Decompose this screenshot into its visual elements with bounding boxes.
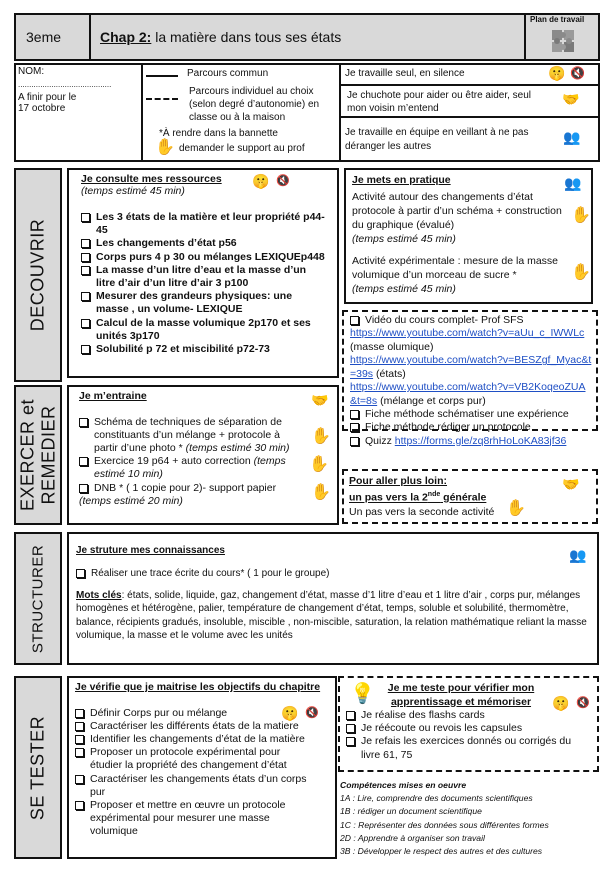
video-link[interactable]: https://www.youtube.com/watch?v=aUu_c_IWWLc — [350, 327, 585, 340]
section-label — [17, 399, 58, 511]
checklist-item[interactable]: DNB * ( 1 copie pour 2)- support papier — [79, 482, 329, 495]
chapter-title — [100, 29, 341, 45]
section-label: STRUCTURER — [29, 544, 47, 653]
item-text: Exercice 19 p64 + auto correction — [94, 455, 254, 468]
competences-title: Compétences mises en oeuvre — [340, 780, 467, 790]
quizz-label: Quizz — [365, 434, 395, 447]
checklist-item[interactable]: Fiche méthode schématiser une expérience — [350, 408, 592, 421]
chapter-name: la matière dans tous ses états — [151, 29, 342, 45]
checklist-item[interactable]: Proposer un protocole expérimental pour étudier la propriété des changement d’état — [75, 746, 290, 772]
raised-hand-icon: ✋ — [571, 207, 591, 224]
checklist-item[interactable]: Proposer et mettre en œuvre un protocole expérimental pour mesurer une masse volumique — [75, 799, 320, 839]
quizz-link[interactable]: https://forms.gle/zq8rhHoLoKA83jf36 — [394, 434, 567, 447]
video-link-row — [350, 381, 592, 408]
checklist-item[interactable]: Réaliser une trace écrite du cours* ( 1 pour le groupe) — [76, 567, 587, 580]
competence-item: 1B : rédiger un document scientifique — [340, 806, 482, 817]
whisper-icon: 🤝 — [562, 476, 580, 492]
time-estimate: (temps estimé 45 min) — [81, 185, 185, 197]
mute-icon: 🔇 — [570, 66, 585, 80]
deadline-line1: A finir pour le — [18, 92, 77, 103]
section-tester — [14, 676, 62, 859]
link-note: (mélange et corps pur) — [377, 394, 486, 407]
mode-text: Je travaille en équipe en veillant à ne pas déranger les autres — [345, 127, 529, 152]
raised-hand-icon: ✋ — [309, 456, 329, 473]
video-link-row — [350, 327, 592, 354]
box-title: Je struture mes connaissances — [76, 545, 225, 556]
box-title — [346, 682, 556, 709]
section-structurer — [14, 532, 62, 665]
time-estimate: (temps estimé 30 min) — [185, 441, 290, 454]
brain-bulb-icon: 💡 — [350, 683, 375, 705]
checklist-item[interactable]: Calcul de la masse volumique 2p170 et ses unités 3p170 — [81, 317, 327, 343]
mode-text: Je travaille seul, en silence — [345, 68, 465, 79]
checklist-item[interactable]: Caractériser les changements états d’un corps pur — [75, 773, 320, 799]
mode-text: Je chuchote pour aider ou être aider, seul mon voisin m’entend — [347, 90, 532, 114]
raised-hand-icon: ✋ — [506, 500, 526, 517]
item-text: Schéma de techniques de séparation de constituants d’un mélange + protocole à partir d’une photo * — [94, 415, 282, 454]
mute-icon: 🔇 — [576, 697, 590, 709]
keywords-text: : états, solide, liquide, gaz, changement d’état, masse d’1 litre d’eau et 1 litre d’air , corps pur, mélanges homogènes et hétérogène, palier, température de changement d’état, temps, soluble et solubilité, thermomètre, balance, récipients gradués, insoluble, miscible , non-miscible, saturation, la relation mathématique reliant la masse volumique, la masse et le volume avec les unités — [76, 589, 587, 642]
team-icon: 👥 — [563, 129, 581, 145]
checklist-item[interactable]: Vidéo du cours complet- Prof SFS — [350, 314, 592, 327]
entraine-box — [67, 385, 339, 525]
time-estimate: (temps estimé 10 min) — [94, 455, 286, 481]
box-title: Je consulte mes ressources — [81, 173, 222, 185]
raised-hand-icon: ✋ — [311, 428, 331, 445]
mute-icon: 🔇 — [305, 707, 319, 719]
silence-icon: 🤫 — [281, 705, 299, 721]
video-link-row — [350, 354, 592, 381]
structure-box — [67, 532, 599, 665]
level-label: 3eme — [26, 29, 62, 45]
chapter-label: Chap 2: — [100, 29, 152, 45]
subtitle-part: générale — [440, 491, 487, 504]
keywords-label: Mots clés — [76, 589, 122, 601]
ressources-box — [67, 168, 339, 378]
solid-line-sample — [146, 75, 178, 77]
section-label-line: EXERCER et — [17, 398, 38, 512]
time-estimate: (temps estimé 45 min) — [352, 283, 456, 295]
box-title: Je mets en pratique — [352, 174, 451, 186]
checklist-item[interactable]: La masse d’un litre d’eau et la masse d’un litre d’air d’un litre d’air 3 p100 — [81, 264, 327, 290]
checklist-item[interactable]: Je réalise des flashs cards — [346, 709, 593, 722]
raised-hand-icon: ✋ — [311, 484, 331, 501]
team-icon: 👥 — [569, 547, 587, 563]
activity-text: Activité autour des changements d’état protocole à partir d’un schéma + construction du graphique (évalué) — [352, 191, 562, 231]
checklist-item[interactable] — [79, 416, 304, 456]
checklist-item[interactable]: Fiche méthode rédiger un protocole — [350, 421, 592, 434]
silence-icon: 🤫 — [548, 65, 566, 81]
section-label-line: REMEDIER — [38, 405, 58, 505]
box-subtitle — [349, 488, 592, 505]
time-estimate: (temps estimé 45 min) — [352, 233, 456, 245]
subtitle-part: un pas vers la 2 — [349, 491, 428, 504]
checklist-item[interactable]: Les changements d’état p56 — [81, 237, 327, 250]
raised-hand-icon: ✋ — [155, 139, 175, 156]
mute-icon: 🔇 — [276, 175, 290, 187]
checklist-item[interactable]: Définir Corps pur ou mélange — [75, 707, 327, 720]
competence-item: 1A : Lire, comprendre des documents scientifiques — [340, 793, 533, 804]
silence-icon: 🤫 — [552, 695, 570, 711]
keywords — [76, 589, 587, 643]
raised-hand-icon: ✋ — [571, 264, 591, 281]
pratique-box — [344, 168, 593, 304]
subtitle-sup: nde — [427, 491, 441, 498]
competences — [340, 779, 602, 858]
competence-item: 1C : Représenter des données sous différentes formes — [340, 819, 549, 830]
legend-dashed-label: Parcours individuel au choix (selon degré d’autonomie) en classe ou à la maison — [189, 86, 320, 123]
video-link[interactable]: https://www.youtube.com/watch?v=BESZgf_Myac&t=39s — [350, 354, 592, 380]
title-line: apprentissage et mémoriser — [390, 695, 532, 708]
verifie-box — [67, 676, 337, 859]
section-label: DECOUVRIR — [27, 218, 48, 332]
competence-item: 3B : Développer le respect des autres et des cultures — [340, 846, 543, 857]
link-note: (états) — [373, 367, 406, 380]
mode-silence — [341, 63, 600, 86]
info-cell — [18, 66, 138, 114]
box-title: Pour aller plus loin: — [349, 475, 448, 487]
team-icon: 👥 — [564, 175, 582, 191]
legend-cell — [143, 63, 339, 162]
checklist-item[interactable]: Solubilité p 72 et miscibilité p72-73 — [81, 343, 327, 356]
nom-label[interactable]: NOM: — [18, 66, 45, 77]
silence-icon: 🤫 — [252, 173, 270, 189]
box-title: Je m’entraine — [79, 390, 147, 402]
checklist-item[interactable]: Je refais les exercices donnés ou corrigés du livre 61, 75 — [346, 735, 593, 761]
checklist-item[interactable] — [79, 455, 304, 481]
time-estimate: (temps estimé 20 min) — [79, 494, 183, 507]
plan-cell — [524, 13, 600, 61]
section-exercer — [14, 385, 62, 525]
resource-list — [81, 211, 327, 356]
mode-whisper — [341, 86, 600, 118]
box-title: Je vérifie que je maitrise les objectifs du chapitre — [75, 681, 321, 693]
mode-team — [341, 118, 600, 162]
checklist-item[interactable]: Mesurer des grandeurs physiques: une masse , un volume- LEXIQUE — [81, 290, 327, 316]
title-line: Je me teste pour vérifier mon — [387, 682, 535, 694]
link-note: (masse olumique) — [350, 340, 434, 353]
whisper-icon: 🤝 — [562, 91, 580, 107]
checklist-item[interactable] — [350, 435, 592, 448]
plusloin-box — [342, 469, 598, 524]
checklist-item[interactable]: Les 3 états de la matière et leur propriété p44-45 — [81, 211, 327, 237]
activity-text: Activité expérimentale : mesure de la masse volumique d’un morceau de sucre * — [352, 255, 559, 281]
legend-star-note: *À rendre dans la bannette — [159, 128, 278, 139]
video-link[interactable]: https://www.youtube.com/watch?v=VB2KoqeoZUA&t=8s — [350, 381, 586, 407]
checklist-item[interactable]: Identifier les changements d’état de la matière — [75, 733, 327, 746]
legend-hand-note: demander le support au prof — [179, 143, 305, 154]
checklist-item[interactable]: Corps purs 4 p 30 ou mélanges LEXIQUEp448 — [81, 251, 327, 264]
section-label: SE TESTER — [27, 715, 48, 820]
deadline-line2: 17 octobre — [18, 103, 66, 114]
nom-field[interactable]: .......................................... — [18, 81, 112, 89]
legend-solid-label: Parcours commun — [187, 68, 269, 79]
plan-label: Plan de travail — [530, 15, 585, 24]
whisper-icon: 🤝 — [311, 392, 329, 408]
puzzle-icon — [550, 28, 576, 54]
competence-item: 2D : Apprendre à organiser son travail — [340, 832, 485, 843]
memoriser-box — [338, 676, 599, 772]
activity-text: Un pas vers la seconde activité — [349, 505, 495, 518]
videos-box — [342, 310, 598, 447]
dashed-line-sample — [146, 98, 178, 100]
level-cell — [14, 13, 91, 61]
checklist-item[interactable]: Caractériser les différents états de la matiere — [75, 720, 327, 733]
section-decouvrir — [14, 168, 62, 382]
checklist-item[interactable]: Je réécoute ou revois les capsules — [346, 722, 593, 735]
